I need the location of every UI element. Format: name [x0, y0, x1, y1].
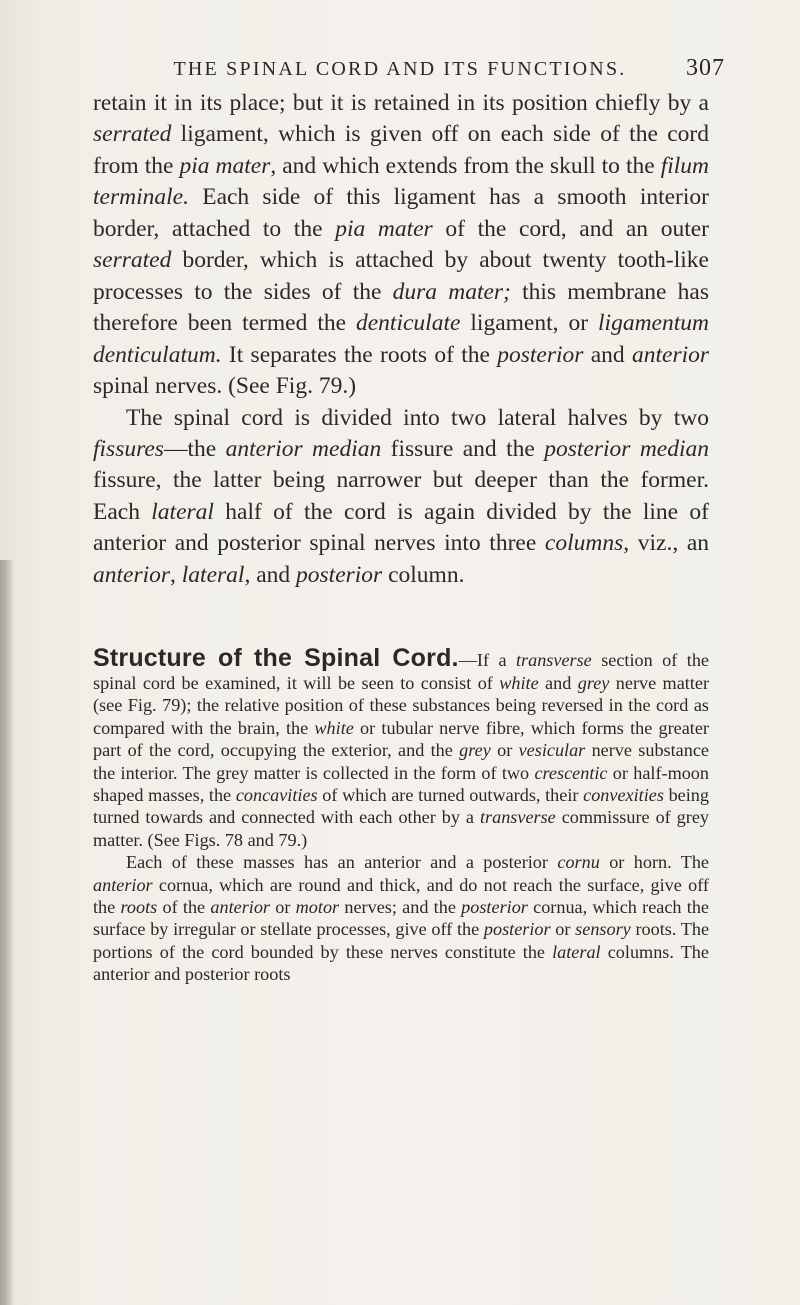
paragraph-fissures: The spinal cord is divided into two lateral halves by two fissures—the anterior median fissure and the posterior median fissure, the latter being narrower but deeper than the former. Each lateral half of the cord is again divided by the line of anterior and posterior spinal nerves into three columns, viz., an anterior, lateral, and posterior column. [93, 404, 710, 588]
paragraph-structure: Structure of the Spinal Cord.—If a transverse section of the spinal cord be examined, it will be seen to consist of white and grey nerve matter (see Fig. 79); the relative position of these substances being reversed in the cord as compared with the brain, the white or tubular nerve fibre, which forms the greater part of the cord, occupying the exterior, and the grey or vesicular nerve substance the interior. The grey matter is collected in the form of two crescentic or half-moon shaped masses, the concavities of which are turned outwards, their convexities being turned towards and connected with each other by a transverse commissure of grey matter. (See Figs. 78 and 79.) [93, 644, 710, 850]
paragraph-serrated-ligament: retain it in its place; but it is retained in its position chiefly by a serrated ligament, which is given off on each side of the cord from the pia mater, and which extends from the skull to the filum terminale. Each side of this ligament has a smooth interior border, attached to the pia mater of the cord, and an outer serrated border, which is attached by about twenty tooth-like processes to the sides of the dura mater; this membrane has therefore been termed the denticulate ligament, or ligamentum denticulatum. It separates the roots of the posterior and anterior spinal nerves. (See Fig. 79.) [93, 90, 710, 400]
section-heading: Structure of the Spinal Cord. [93, 644, 459, 672]
running-title: THE SPINAL CORD AND ITS FUNCTIONS. [173, 58, 627, 80]
paragraph-cornua: Each of these masses has an anterior and a posterior cornu or horn. The anterior cornua, which are round and thick, and do not reach the surface, give off the roots of the anterior or motor nerves; and the posterior cornua, which reach the surface by irregular or stellate processes, give off the posterior or sensory roots. The portions of the cord bounded by these nerves constitute the lateral columns. The anterior and posterior roots [93, 852, 710, 985]
page-edge-shadow [0, 560, 14, 1305]
main-text [93, 88, 709, 591]
page-number: 307 [686, 55, 725, 81]
small-text [93, 645, 709, 986]
